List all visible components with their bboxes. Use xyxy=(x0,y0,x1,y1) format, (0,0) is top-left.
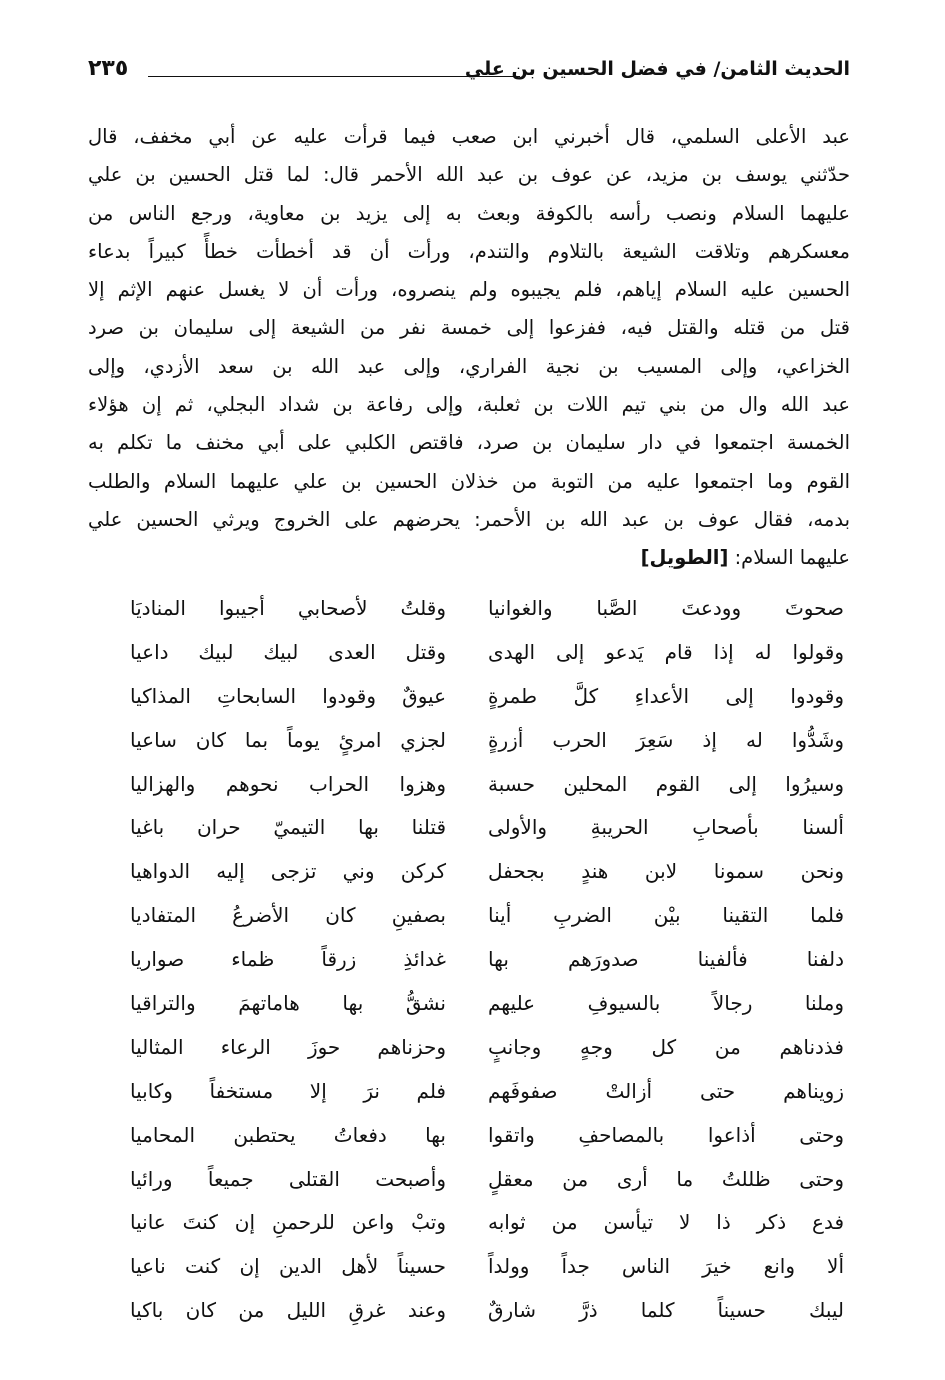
paragraph-last-line: عليهما السلام: xyxy=(734,546,850,570)
page-header xyxy=(88,58,850,98)
first-hemistich: وقودوا إلى الأعداءِ كلَّ طمرةٍ xyxy=(488,683,844,708)
meter-label: [الطويل] xyxy=(640,546,729,570)
second-hemistich: وقتل العدى لبيك لبيك داعيا xyxy=(130,639,446,664)
verse xyxy=(88,588,850,632)
first-hemistich: فلما التقينا بيْن الضربِ أينا xyxy=(488,903,844,928)
verse xyxy=(88,939,850,983)
paragraph-line xyxy=(88,539,850,577)
paragraph-line: عبد الأعلى السلمي، قال أخبرني ابن صعب فيما قرأت عليه عن أبي مخفف، قال xyxy=(88,125,850,148)
first-hemistich: وحتى ظللتُ ما أرى من معقلٍ xyxy=(488,1166,844,1191)
verse xyxy=(88,1290,850,1334)
first-hemistich: وملنا رجالاً بالسيوفِ عليهم xyxy=(488,991,844,1016)
running-title: الحديث الثامن/ في فضل الحسين بن علي xyxy=(464,58,850,80)
second-hemistich: وقلتُ لأصحابي أجيبوا المناديَا xyxy=(130,596,446,620)
paragraph-line: الخزاعي، وإلى المسيب بن نجية الفراري، وإلى عبد الله بن سعد الأزدي، وإلى xyxy=(88,354,850,378)
second-hemistich: وتبْ واعن للرحمنِ إن كنتَ عانيا xyxy=(130,1210,446,1235)
first-hemistich: وشَدُّوا له إذ سَعِرَ الحرب أزرةٍ xyxy=(488,727,844,752)
second-hemistich: حسيناً لأهل الدين إن كنت ناعيا xyxy=(130,1254,446,1279)
poem xyxy=(88,588,850,1334)
paragraph-line: الحسين عليه السلام إياهم، فلم يجيبوه ولم ينصروه، ورأت أن لا يغسل عنهم الإثم إلا xyxy=(88,278,850,302)
first-hemistich: وحتى أذاعوا بالمصاحفِ واتقوا xyxy=(488,1122,844,1147)
verse xyxy=(88,895,850,939)
first-hemistich: صحوتَ وودعتَ الصَّبا والغوانيا xyxy=(488,596,844,620)
verse xyxy=(88,1115,850,1159)
first-hemistich: زويناهم حتى أزالتْ صفوفَهم xyxy=(488,1078,844,1103)
first-hemistich: دلفنا فألفينا صدورَهم بها xyxy=(488,947,844,972)
second-hemistich: بصفينِ كان الأضرعُ المتفاديا xyxy=(130,903,446,928)
verse xyxy=(88,1159,850,1203)
first-hemistich: ليبك حسيناً كلما ذرَّ شارقٌ xyxy=(488,1298,844,1323)
second-hemistich: نشقُّ بها هاماتهمَ والتراقيا xyxy=(130,991,446,1016)
paragraph-line: بدمه، فقال عوف بن عبد الله بن الأحمر: يحرضهم على الخروج ويرثي الحسين علي xyxy=(88,507,850,531)
second-hemistich: وهزوا الحراب نحوهم والهزاليا xyxy=(130,771,446,796)
second-hemistich: وحزناهم حوزَ الرعاء المثاليا xyxy=(130,1034,446,1059)
verse xyxy=(88,983,850,1027)
second-hemistich: بها دفعاتُ يحتطبن المحاميا xyxy=(130,1122,446,1147)
second-hemistich: قتلنا بها التيميّ حران باغيا xyxy=(130,815,446,840)
paragraph-line: الخمسة اجتمعوا في دار سليمان بن صرد، فاقتص الكلبي على أبي مخنف ما تكلم به xyxy=(88,431,850,455)
verse xyxy=(88,720,850,764)
first-hemistich: فدع ذكر ذا لا تيأسن من ثوابه xyxy=(488,1210,844,1235)
second-hemistich: فلم نرَ إلا مستخفاً وكابيا xyxy=(130,1078,446,1103)
paragraph-line: عبد الله وال من بني تيم اللات بن ثعلبة، وإلى رفاعة بن شداد البجلي، ثم إن هؤلاء xyxy=(88,393,850,417)
header-rule xyxy=(148,76,520,77)
page-number: ٢٣٥ xyxy=(88,56,129,81)
first-hemistich: ألا وانع خيرَ الناس جداً وولداً xyxy=(488,1254,844,1279)
verse xyxy=(88,1246,850,1290)
verse xyxy=(88,1071,850,1115)
verse xyxy=(88,676,850,720)
paragraph-line: معسكرهم وتلاقت الشيعة بالتلاوم والتندم، ورأت أن قد أخطأت خطأً كبيراً بدعاء xyxy=(88,239,850,263)
second-hemistich: عيوقٌ وقودوا السابحاتِ المذاكيا xyxy=(130,683,446,708)
second-hemistich: كركن وني تزجى إليه الدواهيا xyxy=(130,859,446,884)
first-hemistich: ونحن سمونا لابن هندٍ بجحفل xyxy=(488,859,844,884)
first-hemistich: ألسنا بأصحابِ الحريبةِ والأولى xyxy=(488,815,844,840)
paragraph-line: القوم وما اجتمعوا عليه من التوبة من خذلان الحسين بن علي عليهما السلام والطلب xyxy=(88,469,850,493)
first-hemistich: فذدناهم من كل وجهٍ وجانبٍ xyxy=(488,1034,844,1059)
second-hemistich: وعند غرقِ الليل من كان باكيا xyxy=(130,1298,446,1323)
second-hemistich: لجزي امرئٍ يوماً بما كان ساعيا xyxy=(130,727,446,752)
verse xyxy=(88,764,850,808)
second-hemistich: وأصبحت القتلى جميعاً ورائيا xyxy=(130,1166,446,1191)
paragraph-line: حدّثني يوسف بن مزيد، عن عوف بن عبد الله الأحمر قال: لما قتل الحسين بن علي xyxy=(88,163,850,187)
verse xyxy=(88,807,850,851)
first-hemistich: وسيرُوا إلى القوم المحلين حسبة xyxy=(488,771,844,796)
verse xyxy=(88,851,850,895)
verse xyxy=(88,632,850,676)
second-hemistich: غدائذِ زرقاً ظماء صواريا xyxy=(130,947,446,972)
first-hemistich: وقولوا له إذا قام يَدعو إلى الهدى xyxy=(488,639,844,664)
paragraph-line: قتل من قتله والقتل فيه، ففزعوا إلى خمسة نفر من الشيعة إلى سليمان بن صرد xyxy=(88,316,850,340)
prose-paragraph xyxy=(88,118,850,578)
paragraph-line: عليهما السلام ونصب رأسه بالكوفة وبعث به إلى يزيد بن معاوية، ورجع الناس من xyxy=(88,201,850,225)
verse xyxy=(88,1202,850,1246)
verse xyxy=(88,1027,850,1071)
